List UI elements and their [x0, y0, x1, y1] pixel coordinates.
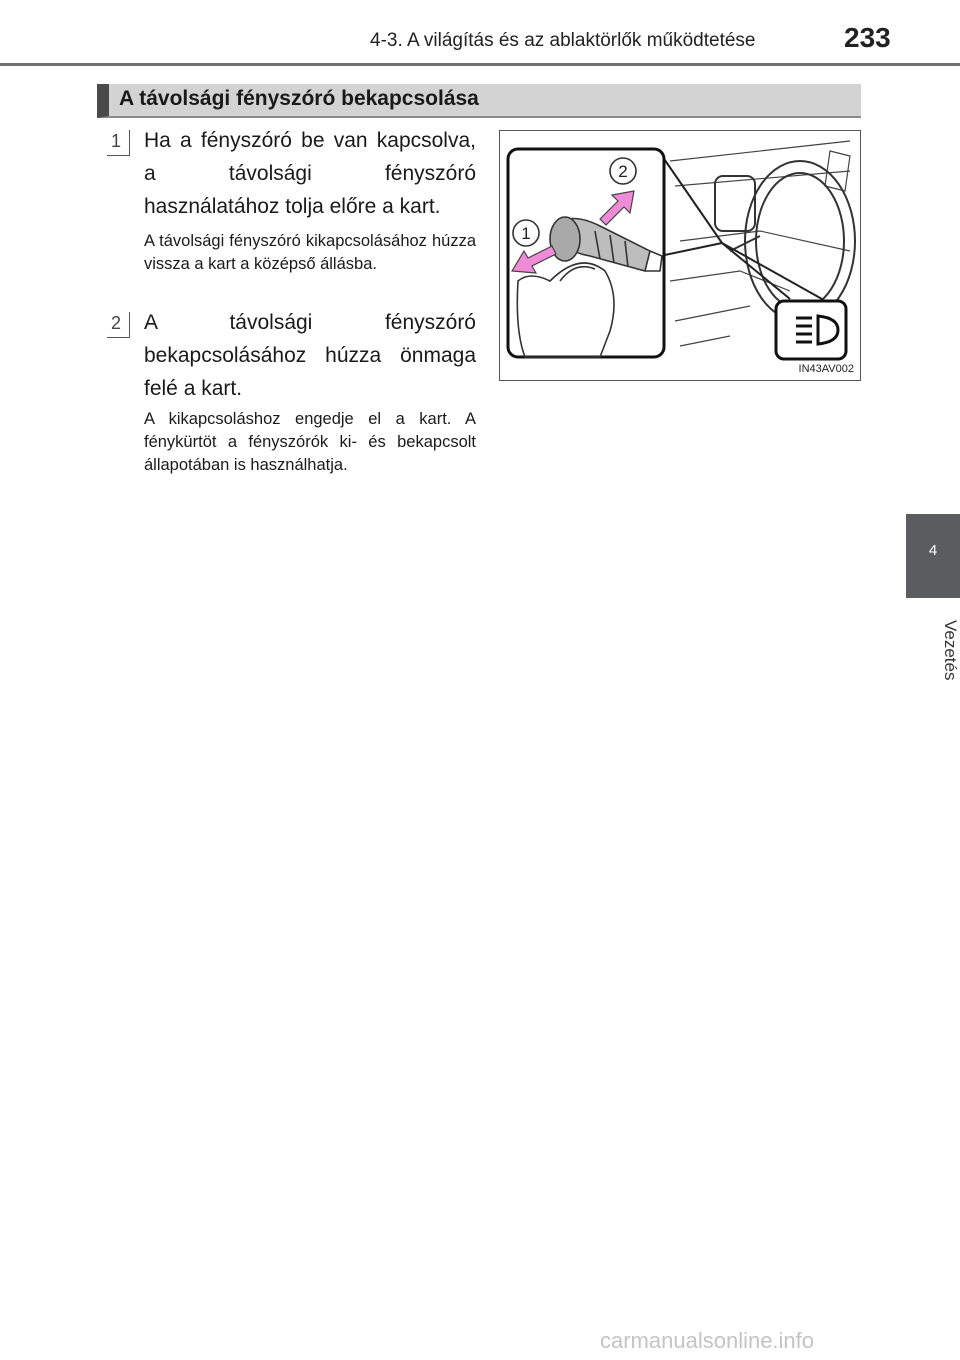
step-1-note: A távolsági fényszóró kikapcsolásához húzza vissza a kart a középső állásba.	[144, 232, 476, 273]
section-heading-bar	[97, 84, 861, 118]
watermark-text: carmanualsonline.info	[600, 1328, 815, 1353]
step-number-1: 1	[107, 130, 130, 156]
header-rule	[0, 63, 960, 66]
chapter-tab[interactable]	[906, 514, 960, 598]
step-2-text: A távolsági fényszóró bekapcsolásához húzza önmaga felé a kart.	[144, 311, 476, 400]
step-1-text: Ha a fényszóró be van kapcsolva, a távolsági fényszóró használatához tolja előre a kart.	[144, 129, 476, 218]
figure-code: IN43AV002	[798, 363, 854, 375]
callout-2: 2	[618, 162, 628, 181]
chapter-tab-number: 4	[928, 542, 938, 559]
callout-1: 1	[521, 224, 531, 243]
step-2-note: A kikapcsoláshoz engedje el a kart. A fénykürtöt a fényszórók ki- és bekapcsolt állapotában is használhatja.	[144, 410, 476, 474]
figure-drawing	[500, 131, 860, 380]
chapter-tab-label: Vezetés	[941, 619, 960, 681]
headlight-lever-illustration	[499, 130, 861, 381]
step-number-2: 2	[107, 312, 130, 338]
section-title: A távolsági fényszóró bekapcsolása	[119, 87, 479, 110]
running-header-title: 4-3. A világítás és az ablaktörlők működtetése	[370, 30, 756, 51]
page-number: 233	[844, 22, 891, 53]
